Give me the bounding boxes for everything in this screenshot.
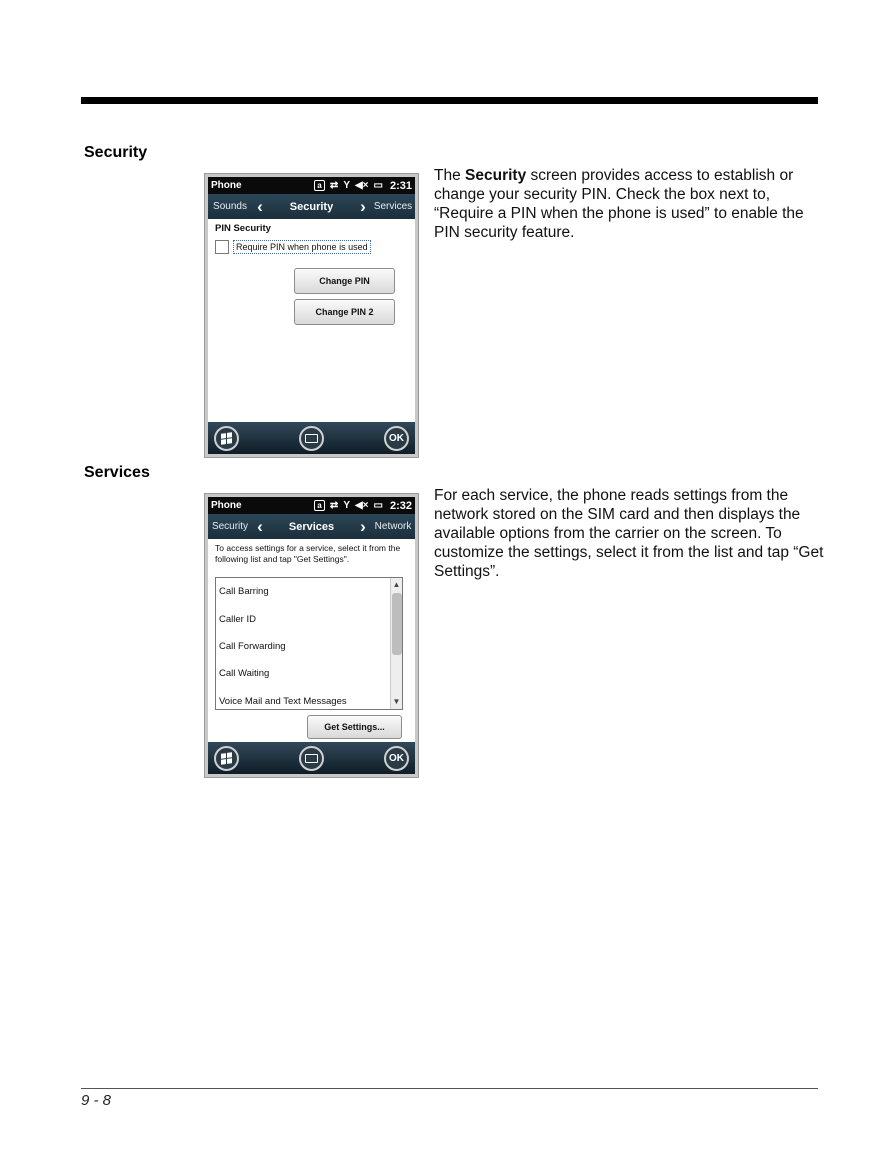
signal-icon: Y bbox=[343, 500, 350, 511]
screen-content bbox=[208, 539, 415, 739]
screen-title: Services bbox=[288, 520, 335, 533]
security-description-rest: screen provides access to establish or change your security PIN. Check the box next to, “Require a PIN when the phone is used” to enable the PIN security feature. bbox=[434, 167, 804, 241]
ok-button[interactable]: OK bbox=[384, 426, 409, 451]
battery-icon: ▭ bbox=[373, 500, 383, 511]
chevron-up-icon[interactable]: ▲ bbox=[392, 580, 401, 589]
app-title: Phone bbox=[211, 500, 242, 511]
nav-bar bbox=[208, 514, 415, 539]
list-item[interactable]: Caller ID bbox=[219, 613, 256, 625]
list-item[interactable]: Call Forwarding bbox=[219, 640, 286, 652]
battery-icon: ▭ bbox=[373, 180, 383, 191]
keyboard-icon bbox=[305, 434, 318, 443]
volume-mute-icon: ◀× bbox=[354, 180, 369, 191]
keyboard-icon bbox=[305, 754, 318, 763]
windows-start-button[interactable] bbox=[214, 746, 239, 771]
security-description bbox=[434, 166, 824, 242]
nav-next-link[interactable]: Services bbox=[373, 201, 413, 212]
scrollbar[interactable] bbox=[390, 578, 402, 709]
soft-key-bar bbox=[208, 422, 415, 454]
services-screenshot bbox=[204, 493, 419, 778]
footer-rule bbox=[81, 1088, 818, 1089]
list-item[interactable]: Call Waiting bbox=[219, 668, 270, 680]
services-intro: To access settings for a service, select it from the following list and tap "Get Settings". bbox=[215, 543, 401, 564]
windows-start-icon bbox=[221, 432, 232, 445]
scrollbar-thumb[interactable] bbox=[392, 593, 402, 655]
chevron-down-icon[interactable]: ▼ bbox=[392, 697, 401, 706]
security-heading: Security bbox=[84, 144, 148, 161]
phone-screen bbox=[208, 177, 415, 454]
nav-prev-link[interactable]: Security bbox=[211, 521, 249, 532]
ok-button[interactable]: OK bbox=[384, 746, 409, 771]
services-list[interactable] bbox=[215, 577, 403, 710]
security-screenshot bbox=[204, 173, 419, 458]
get-settings-button[interactable]: Get Settings... bbox=[307, 715, 402, 739]
chevron-left-icon[interactable]: ‹ bbox=[257, 197, 263, 216]
security-description-bold: Security bbox=[465, 167, 527, 184]
data-sync-icon: ⇄ bbox=[329, 180, 339, 191]
clock: 2:32 bbox=[389, 499, 412, 512]
list-item[interactable]: Voice Mail and Text Messages bbox=[219, 695, 347, 707]
volume-mute-icon: ◀× bbox=[354, 500, 369, 511]
windows-start-icon bbox=[221, 752, 232, 765]
pin-security-heading: PIN Security bbox=[215, 223, 271, 234]
status-bar bbox=[208, 177, 415, 194]
chevron-left-icon[interactable]: ‹ bbox=[257, 517, 263, 536]
keyboard-button[interactable] bbox=[299, 426, 324, 451]
phone-screen bbox=[208, 497, 415, 774]
clock: 2:31 bbox=[389, 179, 412, 192]
windows-start-button[interactable] bbox=[214, 426, 239, 451]
notification-icon: a bbox=[314, 180, 325, 191]
security-description-prefix: The bbox=[434, 167, 466, 184]
change-pin-button[interactable]: Change PIN bbox=[294, 268, 395, 294]
change-pin2-button[interactable]: Change PIN 2 bbox=[294, 299, 395, 325]
nav-bar bbox=[208, 194, 415, 219]
nav-next-link[interactable]: Network bbox=[374, 521, 412, 532]
app-title: Phone bbox=[211, 180, 242, 191]
keyboard-button[interactable] bbox=[299, 746, 324, 771]
screen-content bbox=[208, 219, 415, 419]
nav-prev-link[interactable]: Sounds bbox=[213, 201, 247, 212]
chevron-right-icon[interactable]: › bbox=[360, 197, 366, 216]
data-sync-icon: ⇄ bbox=[329, 500, 339, 511]
soft-key-bar bbox=[208, 742, 415, 774]
require-pin-checkbox[interactable] bbox=[215, 240, 229, 254]
list-item[interactable]: Call Barring bbox=[219, 586, 269, 598]
notification-icon: a bbox=[314, 500, 325, 511]
header-rule bbox=[81, 97, 818, 104]
screen-title: Security bbox=[289, 200, 334, 213]
require-pin-label[interactable]: Require PIN when phone is used bbox=[233, 240, 371, 254]
page-number: 9 - 8 bbox=[81, 1092, 112, 1109]
require-pin-row bbox=[215, 240, 408, 254]
status-bar bbox=[208, 497, 415, 514]
signal-icon: Y bbox=[343, 180, 350, 191]
services-description: For each service, the phone reads settings from the network stored on the SIM card and then displays the available options from the carrier on the screen. To customize the settings, select it from the list and tap “Get Settings”. bbox=[434, 487, 824, 580]
services-heading: Services bbox=[84, 464, 150, 481]
chevron-right-icon[interactable]: › bbox=[360, 517, 366, 536]
